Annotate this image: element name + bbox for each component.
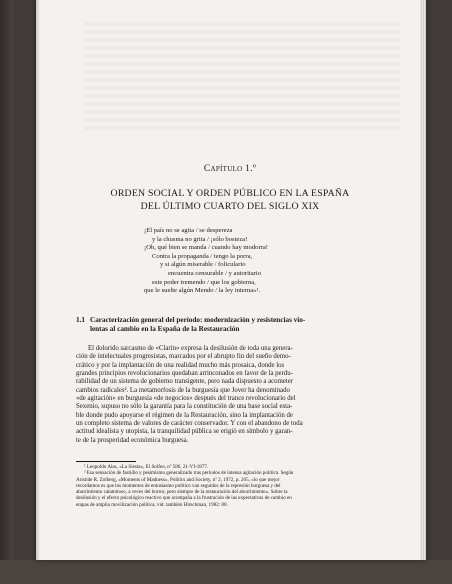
body-line: cambios radicales². La metamorfosis de la burguesía que Jover ha denominado xyxy=(76,386,290,394)
footnote-line: ² Esa sensación de fastidio y pesimismo generalizado tras períodos de intensa agitación política. Según xyxy=(84,470,294,477)
epigraph-line: y si algún miserable / foliculario xyxy=(160,261,246,269)
epigraph-line: ¡El país no se agita / se despereza xyxy=(144,227,233,234)
body-line: actitud idealista y utopista, la tranquilidad pública se erigió en símbolo y garan- xyxy=(76,428,293,436)
book-page xyxy=(36,0,424,560)
section-number: 1.1 xyxy=(76,316,85,324)
footnote-line: recordamos es que los momentos de entusiasmo político van seguidos de la represión burguesa y del xyxy=(76,482,281,489)
footnote-line: desilusión y el efecto psicológico reactivo que acompaña a la frustración de las expectativas de cambio en xyxy=(76,495,292,502)
body-line: ble donde pudo apoyarse el régimen de la Restauración, sino la implantación de xyxy=(76,411,293,419)
epigraph-line: este poder tremendo / que los gobierna, xyxy=(152,278,256,286)
body-line: te de la prosperidad económica burguesa. xyxy=(76,436,189,444)
page-gutter-shadow xyxy=(36,0,40,560)
chapter-label: Capítulo 1.º xyxy=(203,164,257,174)
showthrough-text xyxy=(84,22,400,132)
footnotes xyxy=(76,464,392,508)
chapter-title-line: ORDEN SOCIAL Y ORDEN PÚBLICO EN LA ESPAÑA xyxy=(110,188,350,199)
epigraph-line: encuentra censurable / y autoritario xyxy=(168,269,262,277)
page-stack-edge xyxy=(420,0,426,560)
section-heading-line: lentas al cambio en la España de la Restauración xyxy=(90,325,240,333)
epigraph xyxy=(144,227,344,296)
table-surface-left xyxy=(0,0,14,584)
epigraph-line: ¡Oh, qué bien se manda / cuando hay modorra! xyxy=(144,244,268,252)
body-line: un completo sistema de valores de carácter conservador. Y con el abandono de toda xyxy=(76,420,303,428)
epigraph-line: que le suelte algún Mendo / la ley interna»¹. xyxy=(144,287,261,295)
chapter-title xyxy=(36,187,424,213)
body-text xyxy=(76,345,392,445)
table-surface-bottom xyxy=(0,560,452,584)
body-line: Sexenio, supuso no sólo la garantía para la constitución de una base social esta- xyxy=(76,403,293,411)
epigraph-line: y la chusma no grita / ¡sólo bosteza! xyxy=(152,235,248,243)
section-heading-line: Caracterización general del período: modernización y resistencias vio- xyxy=(90,316,306,324)
body-line: «de agitación» en burguesía «de negocios» después del trance revolucionario del xyxy=(76,395,296,403)
footnote-line: Aristide R. Zolberg, «Moments of Madness», Politics and Society, nº 2, 1972, p. 205, «lo que mejor xyxy=(76,476,280,483)
chapter-title-line: DEL ÚLTIMO CUARTO DEL SIGLO XIX xyxy=(140,201,320,212)
epigraph-line: Contra la propaganda / tengo la porra, xyxy=(152,252,253,260)
body-line: rabilidad de un sistema de gobierno transigente, pero nada dispuesto a acometer xyxy=(76,378,294,386)
footnote-line: etapas de amplia movilización política, vid. también Hirschman, 1982: 80. xyxy=(76,501,228,508)
section-heading xyxy=(90,316,390,334)
body-line: ción de intelectuales progresistas, marcados por el abrupto fin del sueño demo- xyxy=(76,353,291,361)
body-line: grandes principios revolucionarios quedaban arrinconados en favor de la perdu- xyxy=(76,370,293,378)
footnote-rule xyxy=(76,461,136,462)
body-line: crático y por la implantación de una realidad mucho más prosaica, donde los xyxy=(76,361,285,369)
footnote-line: ¹ Leopoldo Alas, «La Siesta», El Solfeo, nº 586, 21-VI-1877. xyxy=(84,464,209,470)
footnote-line: aburrimiento calamitoso, a veces del horror, pero siempre de la restauración del aburrimiento». Sobre la xyxy=(76,489,288,496)
body-line: El dolorido sarcasmo de «Clarín» expresa la desilusión de toda una genera- xyxy=(88,345,293,352)
